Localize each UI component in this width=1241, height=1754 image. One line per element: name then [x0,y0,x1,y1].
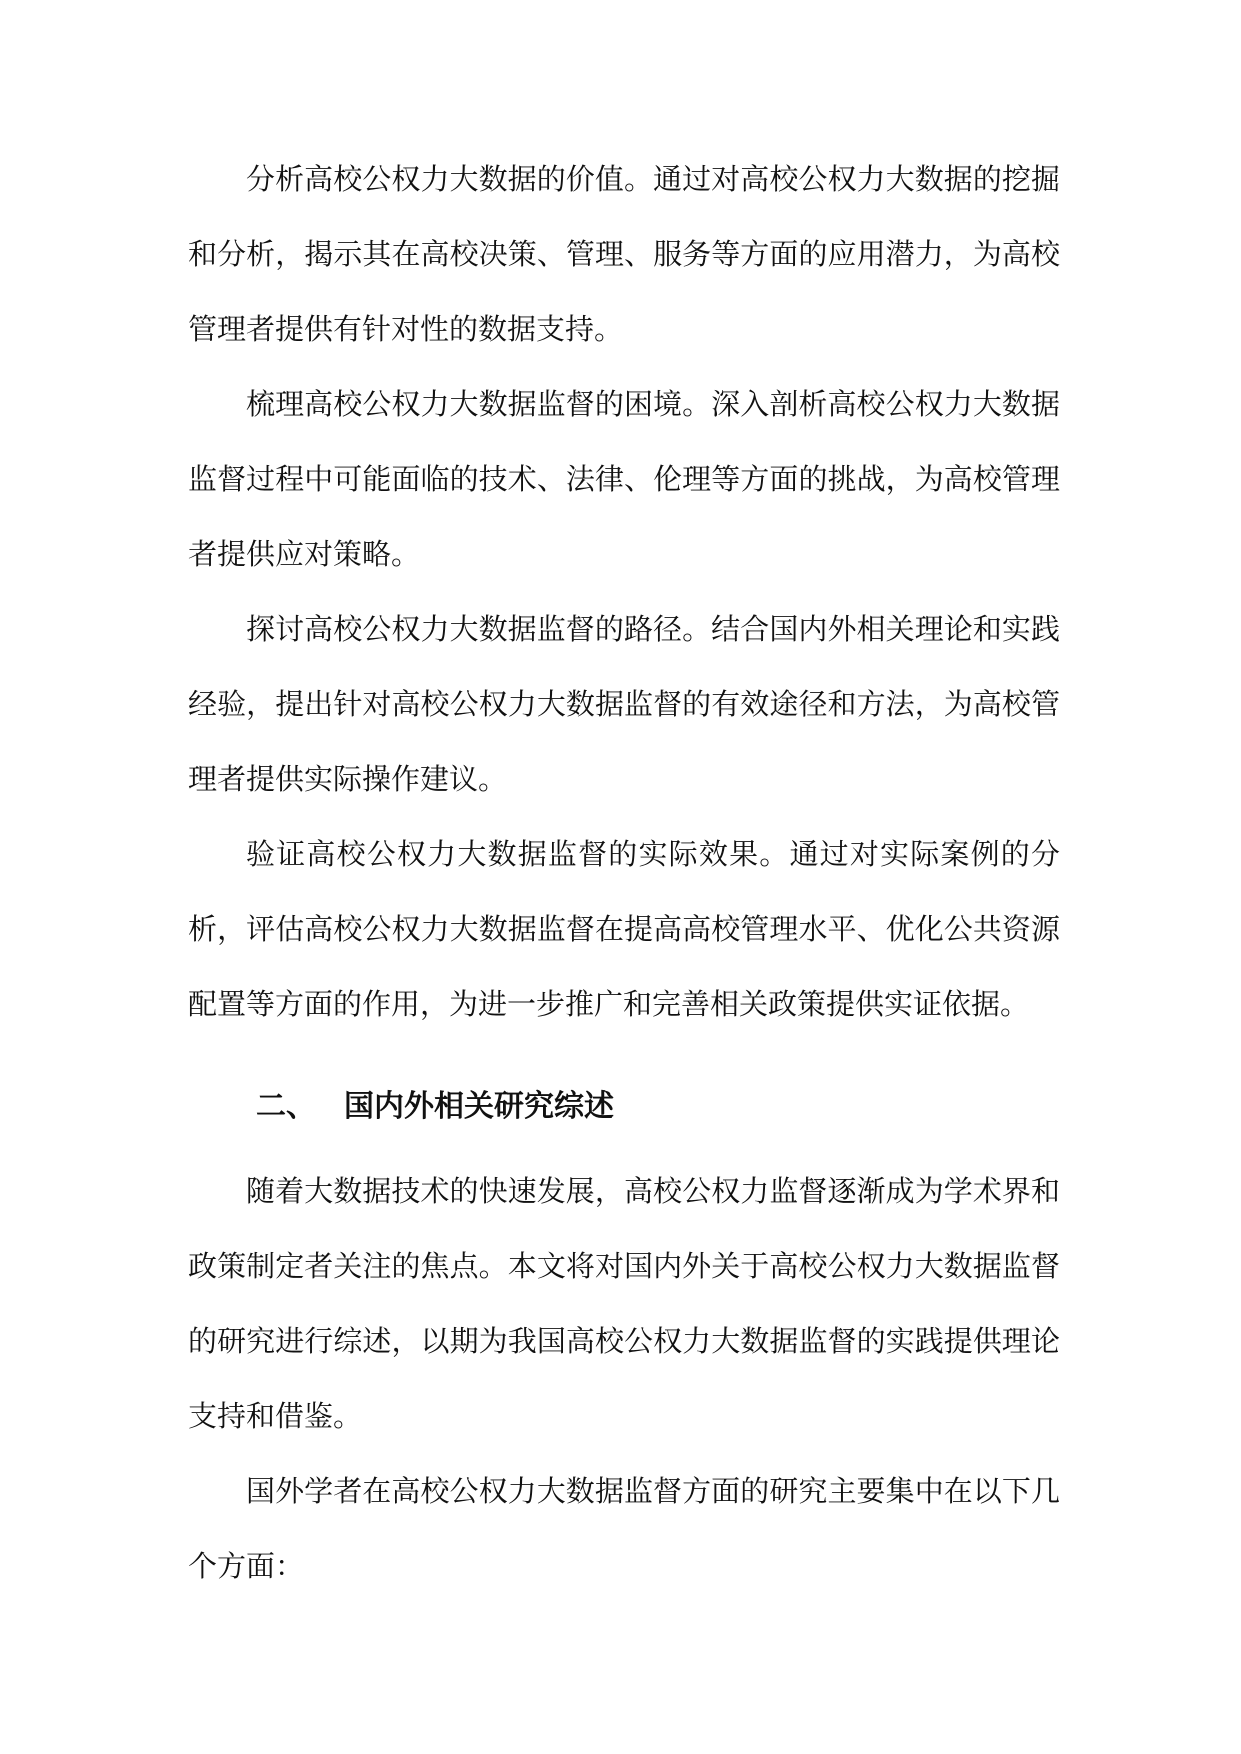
paragraph-supervision-dilemma: 梳理高校公权力大数据监督的困境。深入剖析高校公权力大数据监督过程中可能面临的技术、法律、伦理等方面的挑战，为高校管理者提供应对策略。 [188,387,1060,571]
section-number: 二、 [256,1089,316,1124]
paragraph-supervision-path: 探讨高校公权力大数据监督的路径。结合国内外相关理论和实践经验，提出针对高校公权力大数据监督的有效途径和方法，为高校管理者提供实际操作建议。 [188,612,1060,796]
section-heading [188,1076,1060,1138]
section-title: 国内外相关研究综述 [344,1089,614,1124]
paragraph-review-intro: 随着大数据技术的快速发展，高校公权力监督逐渐成为学术界和政策制定者关注的焦点。本文将对国内外关于高校公权力大数据监督的研究进行综述，以期为我国高校公权力大数据监督的实践提供理论支持和借鉴。 [188,1174,1060,1433]
paragraph-foreign-research: 国外学者在高校公权力大数据监督方面的研究主要集中在以下几个方面： [188,1474,1060,1583]
paragraph-effect-verification: 验证高校公权力大数据监督的实际效果。通过对实际案例的分析，评估高校公权力大数据监督在提高高校管理水平、优化公共资源配置等方面的作用，为进一步推广和完善相关政策提供实证依据。 [188,837,1060,1021]
paragraph-value-analysis: 分析高校公权力大数据的价值。通过对高校公权力大数据的挖掘和分析，揭示其在高校决策、管理、服务等方面的应用潜力，为高校管理者提供有针对性的数据支持。 [188,162,1060,346]
document-body [188,142,1060,1604]
